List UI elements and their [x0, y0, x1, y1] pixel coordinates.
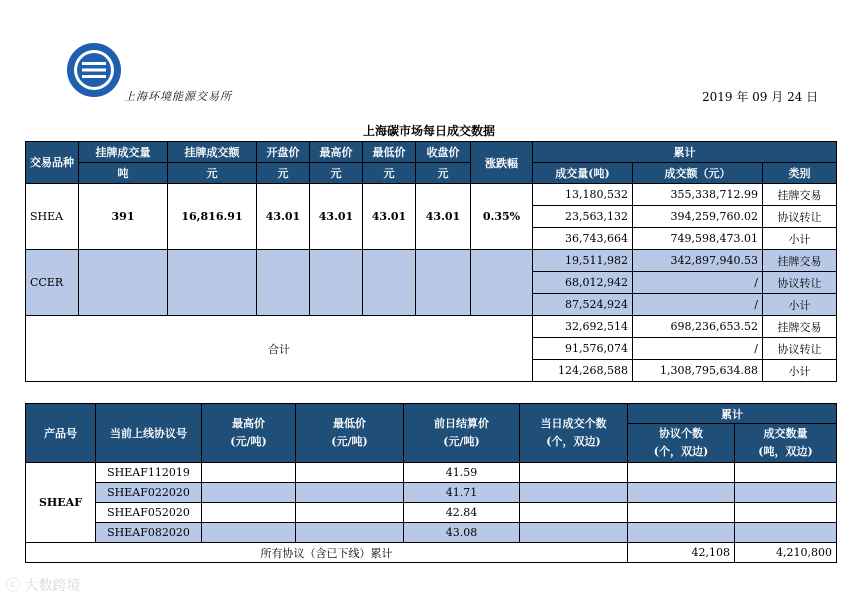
- empty-cell: [416, 250, 471, 316]
- th-product: 交易品种: [26, 142, 79, 184]
- th-volume: [735, 424, 837, 463]
- category: 协议转让: [763, 272, 837, 294]
- report-date: 2019 年 09 月 24 日: [702, 90, 819, 104]
- th-unit-high: 元: [310, 163, 363, 184]
- th-cumulative: 累计: [533, 142, 837, 163]
- category: 协议转让: [763, 206, 837, 228]
- th-day-count-unit: (个，双边): [546, 435, 601, 448]
- watermark: [6, 575, 80, 595]
- ccer-name: CCER: [26, 250, 79, 316]
- empty-cell: [520, 483, 628, 503]
- settle-price: 43.08: [404, 523, 520, 543]
- shea-open: 43.01: [257, 184, 310, 250]
- cum-amount: 355,338,712.99: [633, 184, 763, 206]
- cum-volume: 91,576,074: [533, 338, 633, 360]
- contract-id: SHEAF082020: [96, 523, 202, 543]
- empty-cell: [735, 483, 837, 503]
- empty-cell: [257, 250, 310, 316]
- settle-price: 41.71: [404, 483, 520, 503]
- th-unit-open: 元: [257, 163, 310, 184]
- category: 挂牌交易: [763, 250, 837, 272]
- logo-text: 上海环境能源交易所: [124, 90, 232, 103]
- th-cum-amount: 成交额（元）: [633, 163, 763, 184]
- th-agreements-label: 协议个数: [659, 427, 703, 440]
- th-unit-volume: 吨: [79, 163, 168, 184]
- empty-cell: [202, 523, 296, 543]
- table-row: [26, 523, 837, 543]
- cum-volume: 23,563,132: [533, 206, 633, 228]
- table-row: [26, 463, 837, 483]
- empty-cell: [310, 250, 363, 316]
- footer-label: 所有协议（含已下线）累计: [26, 543, 628, 563]
- th-high: 最高价: [310, 142, 363, 163]
- th-low: 最低价: [363, 142, 416, 163]
- cum-amount: /: [633, 338, 763, 360]
- table-row: [26, 543, 837, 563]
- th-cumulative: 累计: [628, 404, 837, 424]
- empty-cell: [363, 250, 416, 316]
- empty-cell: [520, 503, 628, 523]
- contract-id: SHEAF112019: [96, 463, 202, 483]
- table-row: [26, 184, 837, 206]
- th-unit-amount: 元: [168, 163, 257, 184]
- footer-volume: 4,210,800: [735, 543, 837, 563]
- cum-volume: 32,692,514: [533, 316, 633, 338]
- shea-low: 43.01: [363, 184, 416, 250]
- empty-cell: [168, 250, 257, 316]
- cum-amount: 749,598,473.01: [633, 228, 763, 250]
- empty-cell: [202, 463, 296, 483]
- empty-cell: [628, 503, 735, 523]
- category: 小计: [763, 360, 837, 382]
- th-change: 涨跌幅: [471, 142, 533, 184]
- category: 挂牌交易: [763, 184, 837, 206]
- empty-cell: [628, 523, 735, 543]
- shea-name: SHEA: [26, 184, 79, 250]
- cum-volume: 87,524,924: [533, 294, 633, 316]
- th-agreements-unit: (个，双边): [653, 445, 709, 458]
- th-cum-volume: 成交量(吨): [533, 163, 633, 184]
- cum-volume: 36,743,664: [533, 228, 633, 250]
- th-settle-label: 前日结算价: [434, 417, 489, 430]
- th-agreements: [628, 424, 735, 463]
- cum-amount: 698,236,653.52: [633, 316, 763, 338]
- watermark-icon: ⓒ: [6, 578, 20, 594]
- th-unit-close: 元: [416, 163, 471, 184]
- empty-cell: [628, 483, 735, 503]
- empty-cell: [202, 483, 296, 503]
- contract-id: SHEAF052020: [96, 503, 202, 523]
- th-high-unit: (元/吨): [230, 435, 267, 448]
- shea-high: 43.01: [310, 184, 363, 250]
- daily-trading-table: [25, 141, 837, 382]
- watermark-text: 大数跨境: [24, 578, 81, 594]
- th-day-count: [520, 404, 628, 463]
- table-row: [26, 503, 837, 523]
- empty-cell: [296, 503, 404, 523]
- empty-cell: [296, 463, 404, 483]
- empty-cell: [735, 523, 837, 543]
- shea-listed-volume: 391: [79, 184, 168, 250]
- futures-contract-table: [25, 403, 837, 563]
- cum-amount: 394,259,760.02: [633, 206, 763, 228]
- empty-cell: [520, 523, 628, 543]
- cum-volume: 19,511,982: [533, 250, 633, 272]
- contract-id: SHEAF022020: [96, 483, 202, 503]
- cum-amount: /: [633, 294, 763, 316]
- total-label: 合计: [26, 316, 533, 382]
- shea-change: 0.35%: [471, 184, 533, 250]
- table-row: [26, 483, 837, 503]
- th-high-label: 最高价: [232, 417, 265, 430]
- empty-cell: [471, 250, 533, 316]
- th-low-unit: (元/吨): [331, 435, 368, 448]
- exchange-logo-icon: [66, 42, 122, 98]
- th-listed-amount: 挂牌成交额: [168, 142, 257, 163]
- category: 协议转让: [763, 338, 837, 360]
- th-product-code: 产品号: [26, 404, 96, 463]
- empty-cell: [296, 523, 404, 543]
- shea-listed-amount: 16,816.91: [168, 184, 257, 250]
- cum-amount: 1,308,795,634.88: [633, 360, 763, 382]
- settle-price: 41.59: [404, 463, 520, 483]
- category: 挂牌交易: [763, 316, 837, 338]
- cum-volume: 68,012,942: [533, 272, 633, 294]
- th-settle-unit: (元/吨): [443, 435, 480, 448]
- cum-volume: 13,180,532: [533, 184, 633, 206]
- th-day-count-label: 当日成交个数: [540, 417, 607, 430]
- th-low: [296, 404, 404, 463]
- th-unit-low: 元: [363, 163, 416, 184]
- page-title: 上海碳市场每日成交数据: [362, 124, 495, 138]
- cum-amount: /: [633, 272, 763, 294]
- th-close: 收盘价: [416, 142, 471, 163]
- category: 小计: [763, 228, 837, 250]
- footer-agreements: 42,108: [628, 543, 735, 563]
- cum-amount: 342,897,940.53: [633, 250, 763, 272]
- th-open: 开盘价: [257, 142, 310, 163]
- th-settle: [404, 404, 520, 463]
- empty-cell: [735, 503, 837, 523]
- product-code: SHEAF: [26, 463, 96, 543]
- th-low-label: 最低价: [333, 417, 366, 430]
- th-category: 类别: [763, 163, 837, 184]
- shea-close: 43.01: [416, 184, 471, 250]
- table-row: [26, 316, 837, 338]
- cum-volume: 124,268,588: [533, 360, 633, 382]
- empty-cell: [296, 483, 404, 503]
- empty-cell: [520, 463, 628, 483]
- empty-cell: [79, 250, 168, 316]
- th-high: [202, 404, 296, 463]
- th-listed-volume: 挂牌成交量: [79, 142, 168, 163]
- empty-cell: [735, 463, 837, 483]
- settle-price: 42.84: [404, 503, 520, 523]
- empty-cell: [202, 503, 296, 523]
- th-volume-unit: (吨，双边): [758, 445, 813, 458]
- category: 小计: [763, 294, 837, 316]
- empty-cell: [628, 463, 735, 483]
- table-row: [26, 250, 837, 272]
- th-volume-label: 成交数量: [763, 427, 808, 440]
- th-contract: 当前上线协议号: [96, 404, 202, 463]
